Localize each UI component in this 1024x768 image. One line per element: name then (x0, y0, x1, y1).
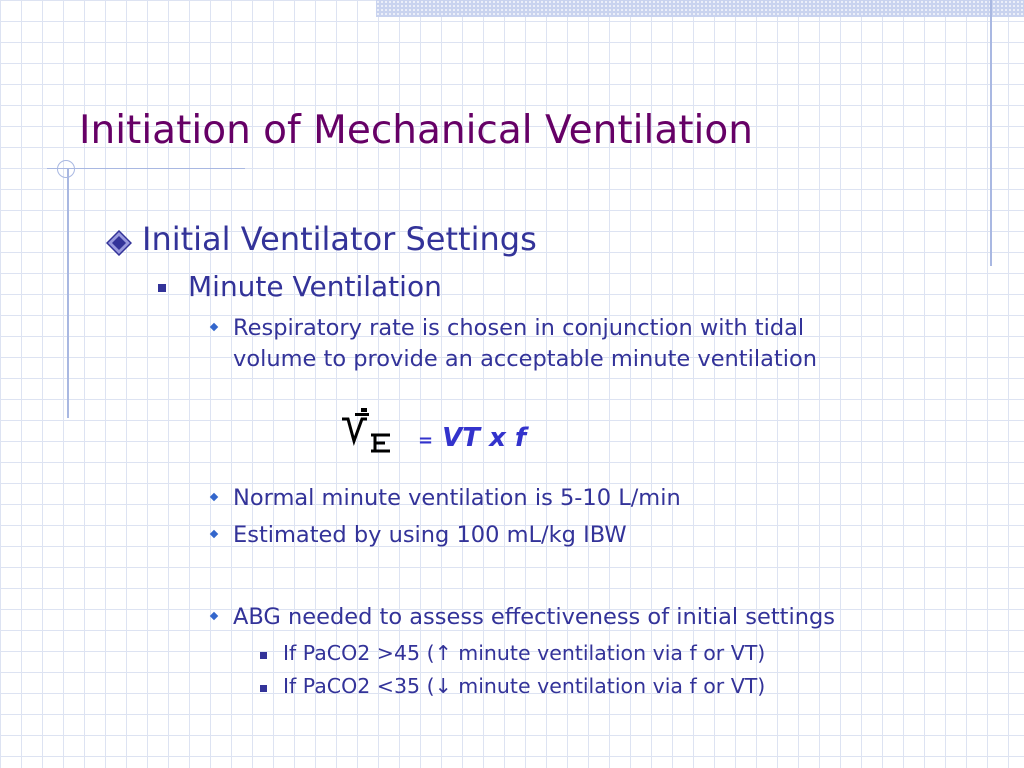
square-bullet-icon (158, 284, 166, 292)
bullet-text: If PaCO2 <35 (↓ minute ventilation via f or VT) (283, 674, 766, 698)
bullet-text: If PaCO2 >45 (↑ minute ventilation via f or VT) (283, 641, 766, 665)
bullet-respiratory-rate (208, 313, 888, 375)
bullet-text: Minute Ventilation (188, 270, 442, 303)
decorative-corner-pattern (376, 0, 1024, 17)
bullet-estimated-ibw (208, 520, 627, 551)
bullet-text: Estimated by using 100 mL/kg IBW (233, 522, 627, 548)
small-diamond-bullet-icon (210, 323, 218, 331)
small-diamond-bullet-icon (210, 530, 218, 538)
slide-title: Initiation of Mechanical Ventilation (79, 108, 753, 153)
small-diamond-bullet-icon (210, 612, 218, 620)
bullet-abg-needed (208, 602, 835, 633)
bullet-text: Normal minute ventilation is 5-10 L/min (233, 485, 681, 511)
bullet-text: ABG needed to assess effectiveness of initial settings (233, 604, 836, 630)
sub-bullet-paco2-high (260, 641, 765, 665)
square-bullet-icon (260, 652, 267, 659)
decorative-title-underline (47, 168, 245, 169)
bullet-normal-minute-ventilation (208, 483, 681, 514)
diamond-bullet-icon (106, 226, 132, 252)
equals-sign: = (418, 430, 434, 451)
crosshair-icon (57, 160, 75, 178)
formula-rhs: VT x f (442, 423, 527, 453)
square-bullet-icon (260, 685, 267, 692)
bullet-minute-ventilation (158, 270, 442, 303)
bullet-initial-settings (106, 220, 537, 258)
v-dot-e-symbol-icon (340, 405, 398, 455)
formula-equation (418, 423, 526, 453)
decorative-vertical-line-left (67, 168, 69, 418)
sub-bullet-paco2-low (260, 674, 765, 698)
bullet-text: Respiratory rate is chosen in conjunction with tidal volume to provide an acceptable minute ventilation (233, 315, 818, 372)
minute-ventilation-formula (340, 405, 526, 455)
bullet-text: Initial Ventilator Settings (142, 220, 537, 258)
decorative-vertical-line-right (990, 0, 992, 266)
small-diamond-bullet-icon (210, 493, 218, 501)
